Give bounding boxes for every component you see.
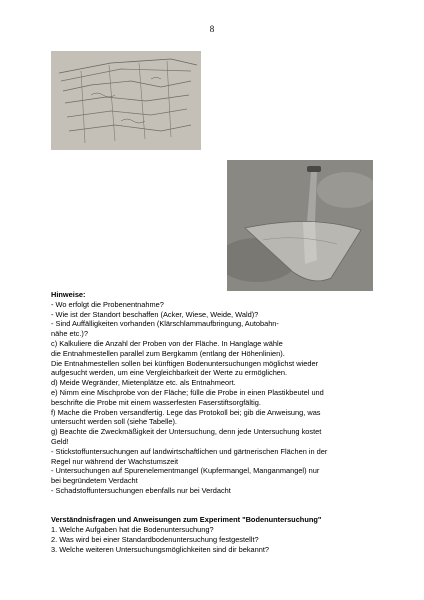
hint-line: - Wie ist der Standort beschaffen (Acker, Wiese, Weide, Wald)? bbox=[51, 309, 259, 319]
hint-line: - Untersuchungen auf Spurenelementmangel (Kupfermangel, Manganmangel) nur bbox=[51, 466, 320, 476]
hint-line: - Sind Auffälligkeiten vorhanden (Klärschlammaufbringung, Autobahn- bbox=[51, 319, 279, 329]
shovel-icon bbox=[227, 160, 373, 291]
hint-line: die Entnahmestellen parallel zum Bergkamm (entlang der Höhenlinien). bbox=[51, 348, 285, 358]
question-item: 2. Was wird bei einer Standardbodenuntersuchung festgestellt? bbox=[51, 534, 259, 544]
spacer bbox=[51, 506, 381, 516]
hint-line: - Stickstoffuntersuchungen auf landwirtschaftlichen und gärtnerischen Flächen in der bbox=[51, 446, 328, 456]
text-content bbox=[51, 290, 381, 555]
question-item: 3. Welche weiteren Untersuchungsmöglichkeiten sind dir bekannt? bbox=[51, 544, 270, 554]
hint-line: g) Beachte die Zweckmäßigkeit der Untersuchung, denn jede Untersuchung kostet bbox=[51, 427, 322, 437]
hint-line: Die Entnahmestellen sollen bei künftigen Bodenuntersuchungen möglichst wieder bbox=[51, 358, 319, 368]
hints-title: Hinweise: bbox=[51, 290, 86, 299]
hint-line: c) Kalkuliere die Anzahl der Proben von der Fläche. In Hanglage wähle bbox=[51, 338, 283, 348]
spacer bbox=[51, 496, 381, 506]
hint-line: beschrifte die Probe mit einem wasserfesten Faserstiftsorgfältig. bbox=[51, 397, 261, 407]
hint-line: - Wo erfolgt die Probenentnahme? bbox=[51, 299, 164, 309]
hint-line: f) Mache die Proben versandfertig. Lege das Protokoll bei; gib die Anweisung, was bbox=[51, 407, 321, 417]
hint-line: Regel nur während der Wachstumszeit bbox=[51, 456, 179, 466]
map-sketch-photo bbox=[51, 51, 201, 150]
hint-line: aufgesucht werden, um eine Vergleichbarkeit der Werte zu ermöglichen. bbox=[51, 368, 288, 378]
hint-line: untersucht werden soll (siehe Tabelle). bbox=[51, 417, 177, 427]
map-sketch-icon bbox=[51, 51, 201, 150]
hint-line: d) Meide Wegränder, Mietenplätze etc. als Entnahmeort. bbox=[51, 378, 236, 388]
hint-line: bei begründetem Verdacht bbox=[51, 476, 138, 486]
hint-line: - Schadstoffuntersuchungen ebenfalls nur bei Verdacht bbox=[51, 485, 231, 495]
page-number: 8 bbox=[209, 24, 215, 34]
shovel-photo bbox=[227, 160, 373, 291]
hint-line: nähe etc.)? bbox=[51, 329, 88, 339]
hint-line: e) Nimm eine Mischprobe von der Fläche; fülle die Probe in einen Plastikbeutel und bbox=[51, 387, 324, 397]
question-item: 1. Welche Aufgaben hat die Bodenuntersuchung? bbox=[51, 525, 214, 535]
questions-title: Verständnisfragen und Anweisungen zum Experiment "Bodenuntersuchung" bbox=[51, 515, 322, 525]
hint-line: Geld! bbox=[51, 436, 69, 446]
